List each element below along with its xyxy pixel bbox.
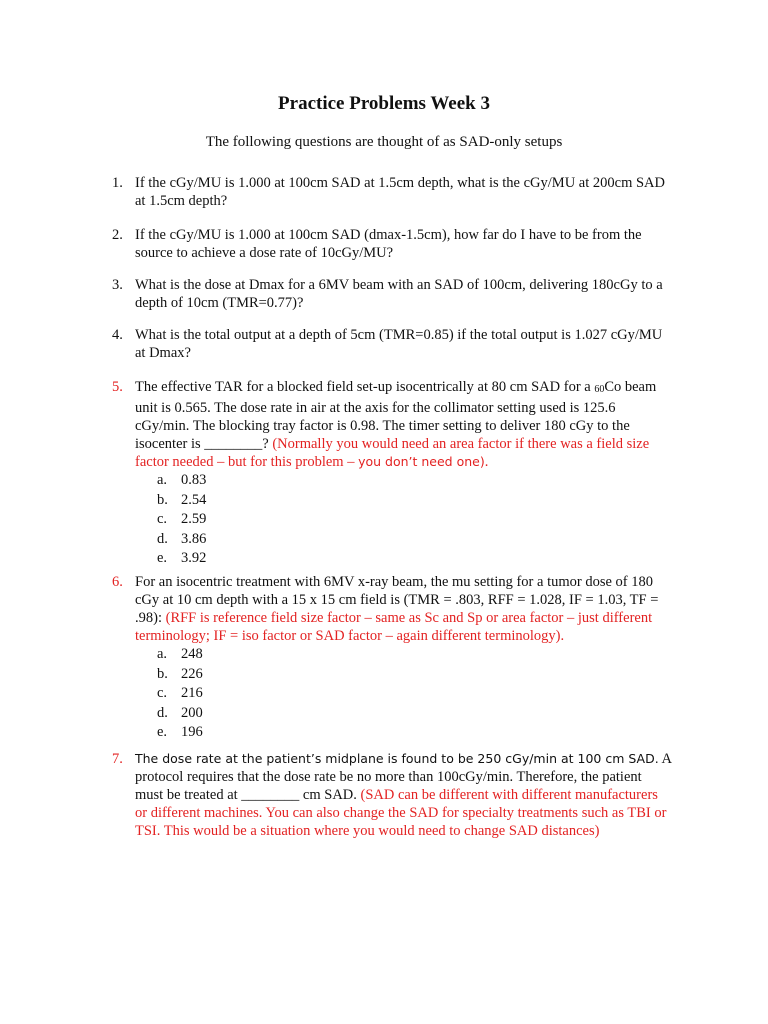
choice-item — [157, 723, 672, 743]
choice-item — [157, 704, 672, 724]
question-6-body: For an isocentric treatment with 6MV x-ray beam, the mu setting for a tumor dose of 180 cGy at 10 cm depth with a 15 x 15 cm field is (TMR = .803, RFF = 1.028, IF = 1.03, TF = .98): — [135, 574, 659, 626]
choice-value: 0.83 — [181, 472, 207, 488]
choice-value: 3.86 — [181, 530, 207, 547]
question-4-number: 4. — [112, 327, 123, 343]
choice-item — [157, 645, 672, 665]
question-5-note-c: . — [484, 454, 489, 470]
question-6-choices — [157, 645, 672, 743]
question-7 — [112, 750, 672, 840]
choice-label: c. — [157, 685, 168, 701]
choice-value: 216 — [181, 685, 203, 701]
question-5-text-a: The effective TAR for a blocked field set-up isocentrically at 80 cm SAD for a — [135, 379, 595, 395]
question-6-number: 6. — [112, 574, 123, 590]
choice-item — [157, 549, 672, 569]
question-2 — [112, 226, 672, 262]
question-6 — [112, 573, 672, 743]
choice-value: 2.59 — [181, 511, 207, 527]
choice-item — [157, 684, 672, 704]
choice-value: 2.54 — [181, 491, 207, 508]
choice-label: c. — [157, 511, 168, 527]
choice-item — [157, 510, 672, 530]
question-2-text: If the cGy/MU is 1.000 at 100cm SAD (dmax-1.5cm), how far do I have to be from the source to achieve a dose rate of 10cGy/MU? — [135, 227, 642, 261]
question-4 — [112, 326, 672, 362]
question-6-note: (RFF is reference field size factor – same as Sc and Sp or area factor – just different terminology; IF = iso factor or SAD factor – again different terminology). — [135, 610, 653, 644]
question-5-note-a: (Normally you would need an area factor if there was a field size factor needed – but for this problem – — [135, 436, 650, 470]
question-4-text: What is the total output at a depth of 5cm (TMR=0.85) if the total output is 1.027 cGy/MU at Dmax? — [135, 327, 663, 361]
question-6-text — [135, 573, 672, 645]
choice-label: e. — [157, 550, 168, 566]
question-5-text-b: Co beam unit is 0.565. The dose rate in air at the axis for the collimator setting used is 125.6 cGy/min. The blocking tray factor is 0.98. The timer setting to deliver 180 cGy to the isocenter is ________? — [135, 379, 657, 452]
question-7-text-b: A protocol requires that the dose rate be no more than 100cGy/min. Therefore, the patient must be treated at ________ cm SAD. — [135, 751, 672, 803]
choice-label: a. — [157, 472, 168, 488]
choice-value: 196 — [181, 724, 203, 740]
choice-label: b. — [157, 491, 168, 508]
choice-item — [157, 665, 672, 685]
choice-label: d. — [157, 704, 168, 721]
choice-value: 200 — [181, 704, 203, 721]
page-subtitle: The following questions are thought of as SAD-only setups — [205, 134, 563, 150]
choice-label: b. — [157, 665, 168, 682]
choice-label: e. — [157, 724, 168, 740]
question-7-number: 7. — [112, 751, 123, 767]
question-1-number: 1. — [112, 175, 123, 191]
question-5-note-b: you don’t need one) — [358, 454, 485, 469]
isotope-mass-number: 60 — [594, 384, 605, 395]
choice-value: 226 — [181, 665, 203, 682]
question-7-text-a: The dose rate at the patient’s midplane is found to be 250 cGy/min at 100 cm SAD. — [135, 751, 659, 766]
choice-label: d. — [157, 530, 168, 547]
choice-label: a. — [157, 646, 168, 662]
question-5-choices — [157, 471, 672, 569]
question-3 — [112, 276, 672, 312]
question-5 — [112, 378, 672, 569]
choice-item — [157, 530, 672, 550]
question-7-note: (SAD can be different with different manufacturers or different machines. You can also change the SAD for specialty treatments such as TBI or TSI. This would be a situation where you would need to change SAD distances) — [135, 787, 667, 839]
choice-value: 248 — [181, 646, 203, 662]
page-title: Practice Problems Week 3 — [278, 93, 490, 114]
question-1-text: If the cGy/MU is 1.000 at 100cm SAD at 1.5cm depth, what is the cGy/MU at 200cm SAD at 1.5cm depth? — [135, 175, 665, 209]
question-3-text: What is the dose at Dmax for a 6MV beam with an SAD of 100cm, delivering 180cGy to a depth of 10cm (TMR=0.77)? — [135, 277, 663, 311]
question-2-number: 2. — [112, 227, 123, 243]
question-3-number: 3. — [112, 277, 123, 293]
question-7-text — [135, 750, 672, 840]
question-5-text — [135, 378, 672, 471]
choice-item — [157, 491, 672, 511]
choice-value: 3.92 — [181, 550, 207, 566]
choice-item — [157, 471, 672, 491]
question-1 — [112, 174, 672, 210]
question-5-number: 5. — [112, 379, 123, 395]
